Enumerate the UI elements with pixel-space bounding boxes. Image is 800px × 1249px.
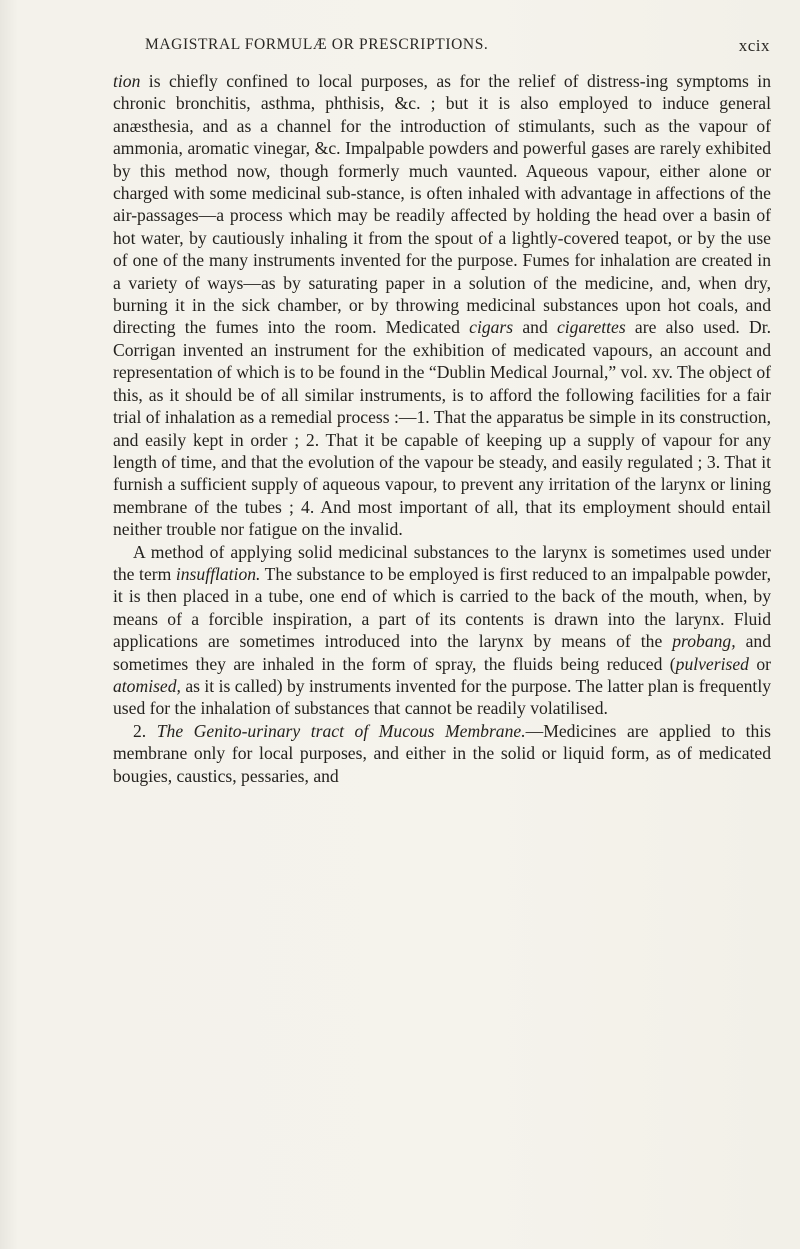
page-header <box>115 36 770 60</box>
text-run: 2. <box>133 720 157 741</box>
text-run: and sometimes they are inhaled in the form of spray, the fluids being reduced ( <box>113 631 771 674</box>
running-head: MAGISTRAL FORMULÆ OR PRESCRIPTIONS. <box>145 36 489 53</box>
text-run: as it is called) by instruments invented for the purpose. The latter plan is frequently used for the inhalation of substances that cannot be readily volatilised. <box>113 675 771 719</box>
paragraph-inhalation-continued <box>113 70 771 541</box>
text-run: and <box>513 317 557 338</box>
italic-text-run: cigars <box>469 317 514 338</box>
italic-text-run: cigarettes <box>556 317 626 338</box>
body-text <box>113 70 771 787</box>
paragraph-genito-urinary <box>113 720 771 787</box>
page-number: xcix <box>738 36 770 55</box>
italic-text-run: probang, <box>672 631 736 652</box>
italic-text-run: tion <box>113 71 141 91</box>
text-run: are also used. Dr. Corrigan invented an instrument for the exhibition of medicated vapours, an account and representation of which is to be found in the “Dublin Medical Journal,” vol. xv. The object of this, as it should be of all similar instruments, is to afford the following facilities for a fair trial of inhalation as a remedial process :—1. That the apparatus be simple in its construction, and easily kept in order ; 2. That it be capable of keeping up a supply of vapour for any length of time, and that the evolution of the vapour be steady, and easily regulated ; 3. That it furnish a sufficient supply of aqueous vapour, to prevent any irritation of the larynx or lining membrane of the tubes ; 4. And most important of all, that its employment should entail neither trouble nor fatigue on the invalid. <box>113 317 771 540</box>
paragraph-insufflation <box>113 541 771 720</box>
text-run: or <box>748 653 771 674</box>
text-run: is chiefly confined to local purposes, as for the relief of distress-ing symptoms in chronic bronchitis, asthma, phthisis, &c. ; but it is also employed to induce general anæsthesia, and as a channel for the introduction of stimulants, such as the vapour of ammonia, aromatic vinegar, &c. Impalpable powders and powerful gases are rarely exhibited by this method now, though formerly much vaunted. Aqueous vapour, either alone or charged with some medicinal sub-stance, is often inhaled with advantage in affections of the air-passages—a process which may be readily affected by holding the head over a basin of hot water, by cautiously inhaling it from the spout of a lightly-covered teapot, or by the use of one of the many instruments invented for the purpose. Fumes for inhalation are created in a variety of ways—as by saturating paper in a solution of the medicine, and, when dry, burning it in the sick chamber, or by throwing medicinal substances upon hot coals, and directing the fumes into the room. Medicated <box>113 71 771 338</box>
text-run: A method of applying solid medicinal substances to the larynx is sometimes used under the term <box>113 541 771 584</box>
italic-text-run: atomised, <box>113 675 181 696</box>
italic-text-run: insufflation. <box>175 563 261 584</box>
italic-text-run: pulverised <box>675 653 749 674</box>
text-run: The substance to be employed is first reduced to an impalpable powder, it is then placed in a tube, one end of which is carried to the back of the mouth, when, by means of a forcible inspiration, a part of its contents is drawn into the larynx. Fluid applications are sometimes introduced into the larynx by means of the <box>113 563 771 652</box>
italic-text-run: The Genito-urinary tract of Mucous Membrane. <box>156 720 526 741</box>
text-run: —Medicines are applied to this membrane only for local purposes, and either in the solid or liquid form, as of medicated bougies, caustics, pessaries, and <box>113 720 772 786</box>
